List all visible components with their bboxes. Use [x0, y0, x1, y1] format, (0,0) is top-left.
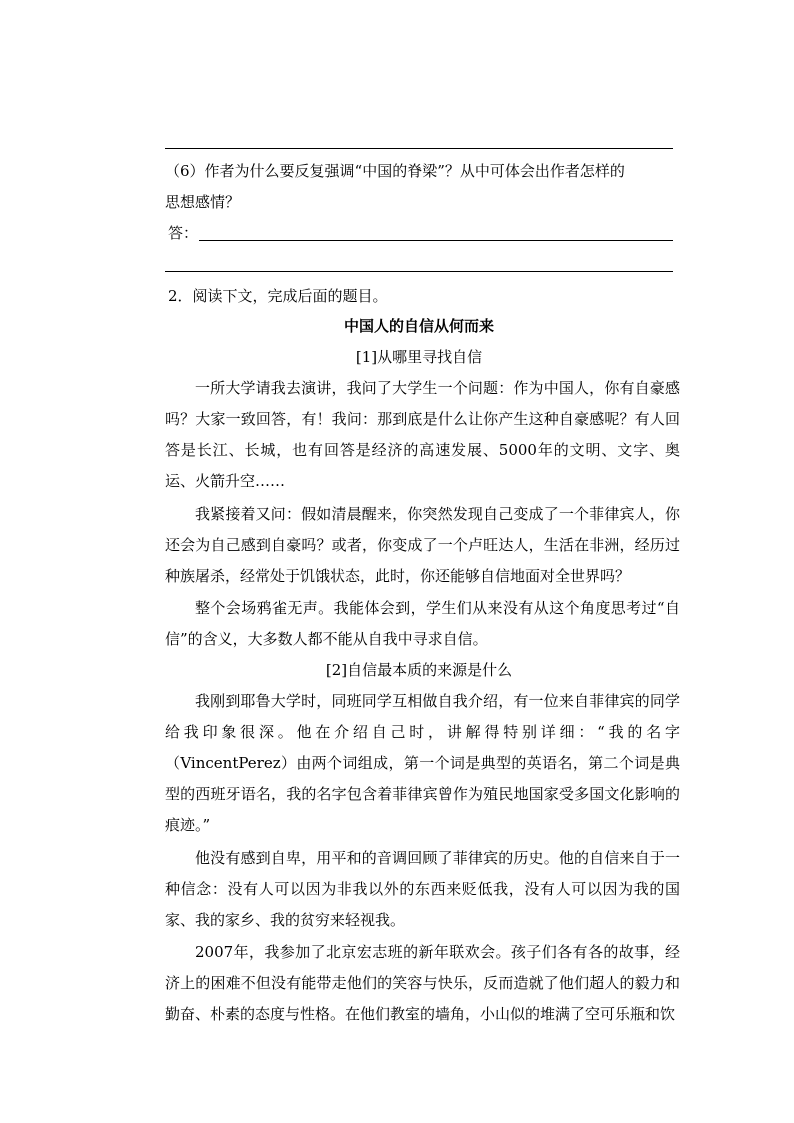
- section-1-heading: [1]从哪里寻找自信: [355, 348, 483, 366]
- paragraph-6: 2007年，我参加了北京宏志班的新年联欢会。孩子们各有各的故事，经济上的困难不但没有能带走他们的笑容与快乐，反而造就了他们超人的毅力和勤奋、朴素的态度与性格。在他们教室的墙角，小山似的堆满了空可乐瓶和饮: [165, 943, 680, 1023]
- paragraph-1: 一所大学请我去演讲，我问了大学生一个问题：作为中国人，你有自豪感吗？大家一致回答，有！我问：那到底是什么让你产生这种自豪感呢？有人回答是长江、长城，也有回答是经济的高速发展、5000年的文明、文字、奥运、火箭升空……: [165, 379, 680, 490]
- question-6-text-continued: 思想感情？: [165, 193, 241, 211]
- question-6-text: （6）作者为什么要反复强调“中国的脊梁”？从中可体会出作者怎样的: [165, 162, 625, 180]
- paragraph-4: 我刚到耶鲁大学时，同班同学互相做自我介绍，有一位来自菲律宾的同学给我印象很深。他在介绍自己时，讲解得特别详细：“我的名字（VincentPerez）由两个词组成，第一个词是典型的英语名，第二个词是典型的西班牙语名，我的名字包含着菲律宾曾作为殖民地国家受多国文化影响的痕迹。”: [165, 692, 680, 834]
- paragraph-5: 他没有感到自卑，用平和的音调回顾了菲律宾的历史。他的自信来自于一种信念：没有人可以因为非我以外的东西来贬低我，没有人可以因为我的国家、我的家乡、我的贫穷来轻视我。: [165, 849, 680, 929]
- paragraph-3: 整个会场鸦雀无声。我能体会到，学生们从来没有从这个角度思考过“自信”的含义，大多数人都不能从自我中寻求自信。: [165, 599, 680, 648]
- paragraph-2: 我紧接着又问：假如清晨醒来，你突然发现自己变成了一个菲律宾人，你还会为自己感到自豪吗？或者，你变成了一个卢旺达人，生活在非洲，经历过种族屠杀，经常处于饥饿状态，此时，你还能够自信地面对全世界吗？: [165, 505, 680, 585]
- article-title: 中国人的自信从何而来: [343, 317, 494, 335]
- answer-line-2[interactable]: [165, 271, 673, 272]
- answer-label: 答：: [168, 224, 199, 242]
- answer-line-1[interactable]: [199, 240, 673, 241]
- section-2-heading: [2]自信最本质的来源是什么: [325, 661, 513, 679]
- answer-line-previous: [165, 148, 673, 149]
- question-2-intro: 2．阅读下文，完成后面的题目。: [168, 287, 388, 305]
